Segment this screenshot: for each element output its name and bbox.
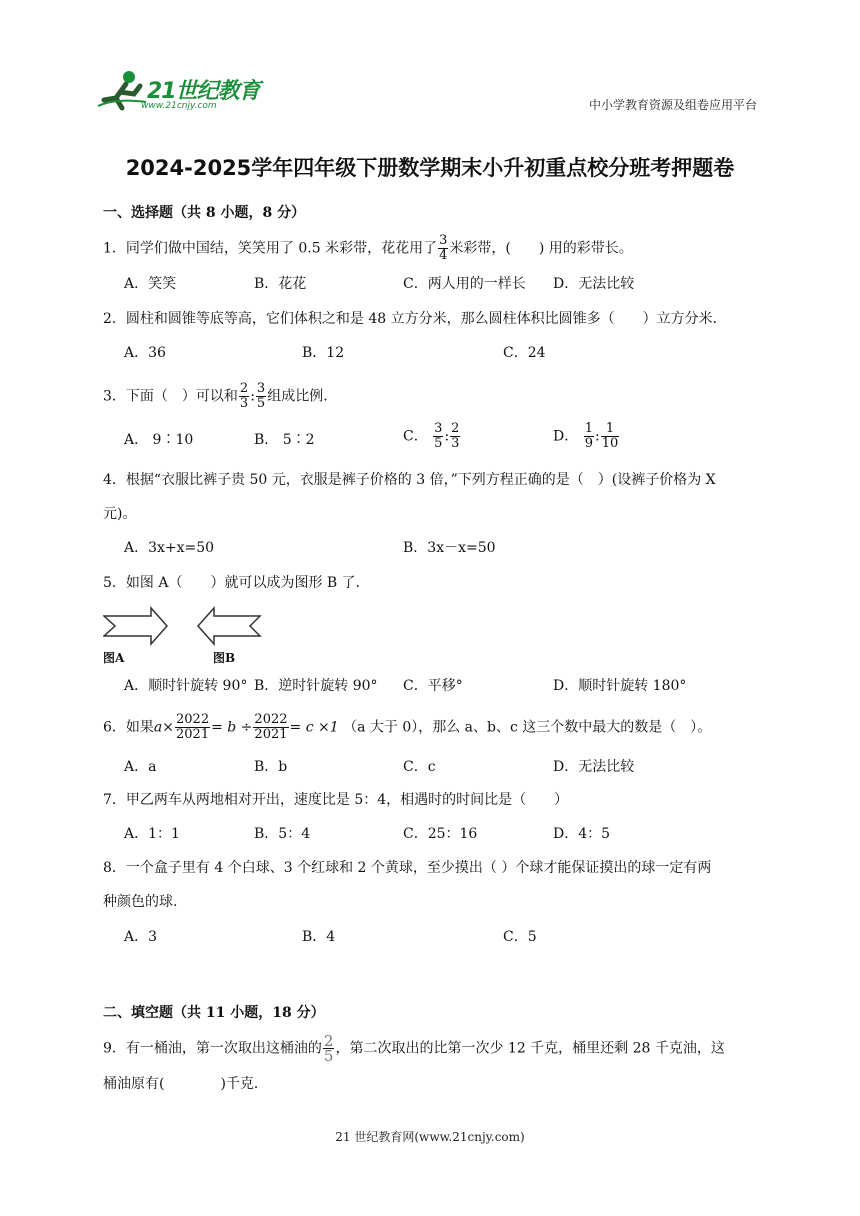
footer: 21 世纪教育网(www.21cnjy.com) xyxy=(335,1130,525,1144)
question-8: 8．一个盒子里有 4 个白球、3 个红球和 2 个黄球，至少摸出（ ）个球才能保证摸出的球一定有两 xyxy=(103,860,712,876)
platform-name: 中小学教育资源及组卷应用平台 xyxy=(588,98,757,112)
section-heading: 二、填空题（共 11 小题，18 分） xyxy=(103,1005,325,1021)
question-4: 4．根据“衣服比裤子贵 50 元，衣服是裤子价格的 3 倍，”下列方程正确的是（ ）(设裤子价格为 X xyxy=(103,472,716,488)
fraction: $\frac{3}{4}$ xyxy=(439,233,448,263)
page-title: 2024-2025学年四年级下册数学期末小升初重点校分班考押题卷 xyxy=(125,156,735,180)
question-1 xyxy=(103,234,633,263)
logo-url: www.21cnjy.com xyxy=(141,101,217,111)
option-b[interactable]: B．3x－x=50 xyxy=(403,540,496,556)
option-d[interactable]: D．无法比较 xyxy=(553,276,635,292)
option-b[interactable]: B．花花 xyxy=(254,276,307,292)
option-c[interactable]: C．两人用的一样长 xyxy=(403,276,526,292)
option-c[interactable]: C．5 xyxy=(503,929,537,945)
option-d[interactable]: D．顺时针旋转 180° xyxy=(553,678,687,694)
option-b[interactable]: B．逆时针旋转 90° xyxy=(254,678,378,694)
question-2: 2．圆柱和圆锥等底等高，它们体积之和是 48 立方分米，那么圆柱体积比圆锥多（ ）立方分米． xyxy=(103,311,727,327)
arrow-left-icon xyxy=(196,606,262,646)
option-b[interactable]: B．12 xyxy=(302,345,345,361)
logo-text: 21世纪教育 xyxy=(147,79,260,104)
fraction: $\frac{3}{5}$ xyxy=(256,381,266,411)
question-9-cont: 桶油原有( )千克． xyxy=(103,1076,268,1092)
option-b[interactable]: B．b xyxy=(254,759,288,775)
option-b[interactable]: B． 5∶2 xyxy=(254,432,315,448)
question-6: 6．如果a× $\frac{2022}{2021}$ = b ÷ $\frac{2022}{2021}$ = c ×1 （a 大于 0），那么 a、b、c 这三个数中最大的数是（ ）。 xyxy=(103,712,712,742)
option-a[interactable]: A．顺时针旋转 90° xyxy=(124,678,248,694)
question-text: 米彩带，( ) 用的彩带长。 xyxy=(449,240,633,257)
option-a[interactable]: A．1：1 xyxy=(124,826,180,842)
fraction: $\frac{2}{3}$ xyxy=(239,381,249,411)
question-3: 3．下面（ ）可以和 $\frac{2}{3}$ : $\frac{3}{5}$ 组成比例． xyxy=(103,381,338,411)
question-8-cont: 种颜色的球. xyxy=(103,894,178,910)
option-d[interactable]: D．4：5 xyxy=(553,826,611,842)
option-a[interactable]: A．笑笑 xyxy=(124,276,177,292)
question-5: 5．如图 A（ ）就可以成为图形 B 了． xyxy=(103,575,370,591)
option-c[interactable]: C．25：16 xyxy=(403,826,478,842)
option-d[interactable]: D．无法比较 xyxy=(553,759,635,775)
option-c[interactable]: C．平移° xyxy=(403,678,463,694)
option-c[interactable]: C． $\frac{3}{5}$ : $\frac{2}{3}$ xyxy=(403,421,460,451)
option-a[interactable]: A．3x+x=50 xyxy=(124,540,215,556)
option-c[interactable]: C．c xyxy=(403,759,436,775)
question-text: 1．同学们做中国结，笑笑用了 0.5 米彩带，花花用了 xyxy=(103,240,438,257)
section-heading: 一、选择题（共 8 小题，8 分） xyxy=(103,205,306,221)
option-b[interactable]: B．4 xyxy=(302,929,336,945)
figure-b-label: 图B xyxy=(213,651,236,665)
option-a[interactable]: A．a xyxy=(124,759,157,775)
question-7: 7．甲乙两车从两地相对开出，速度比是 5：4，相遇时的时间比是（ ） xyxy=(103,792,569,808)
option-c[interactable]: C．24 xyxy=(503,345,546,361)
option-d[interactable]: D． $\frac{1}{9}$ : $\frac{1}{10}$ xyxy=(553,421,619,451)
option-a[interactable]: A．36 xyxy=(124,345,166,361)
option-a[interactable]: A．3 xyxy=(124,929,158,945)
option-b[interactable]: B．5：4 xyxy=(254,826,311,842)
option-a[interactable]: A． 9∶10 xyxy=(124,432,194,448)
question-9: 9．有一桶油，第一次取出这桶油的 $\frac{2}{5}$ ，第二次取出的比第一次少 12 千克，桶里还剩 28 千克油，这 xyxy=(103,1032,725,1065)
question-4-cont: 元)。 xyxy=(103,506,137,522)
arrow-right-icon xyxy=(103,606,169,646)
figure-a-label: 图A xyxy=(103,651,125,665)
